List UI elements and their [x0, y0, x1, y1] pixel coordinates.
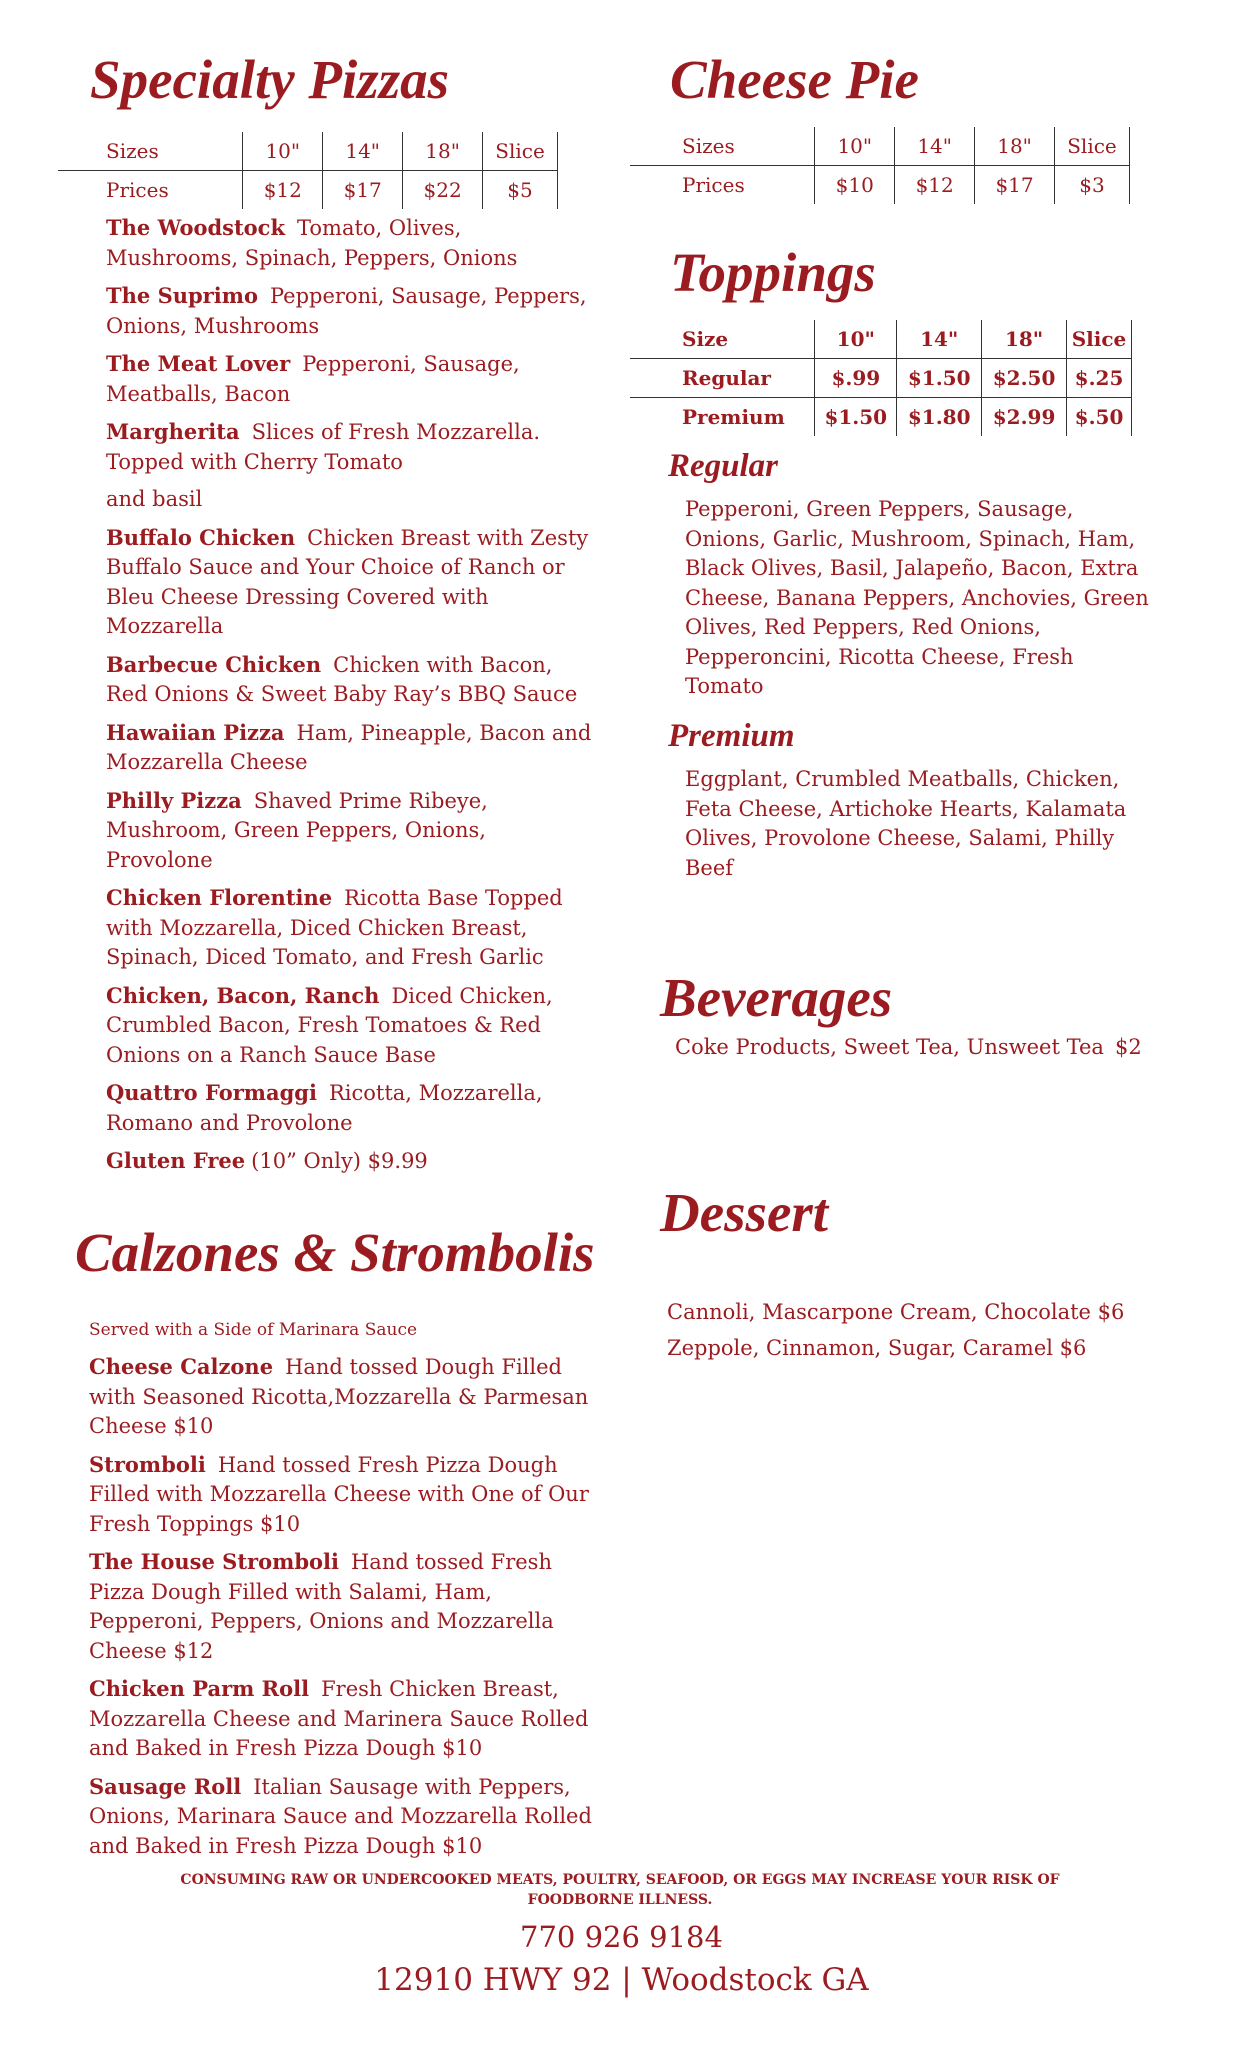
premium-price-slice: $.50 — [1067, 398, 1132, 437]
item-desc: Ham, Pineapple, Bacon and Mozzarella Cheese — [106, 720, 592, 774]
size-14: 14" — [897, 320, 982, 359]
menu-item — [106, 417, 596, 477]
item-name: Chicken Parm Roll — [89, 1676, 310, 1701]
price-18: $22 — [403, 171, 483, 210]
menu-item — [89, 1547, 599, 1666]
item-desc: Pepperoni, Sausage, Meatballs, Bacon — [106, 352, 520, 406]
health-warning: CONSUMING RAW OR UNDERCOOKED MEATS, POULTRY, SEAFOOD, OR EGGS MAY INCREASE YOUR RISK OF FOODBORNE ILLNESS. — [180, 1872, 1060, 1908]
menu-item-continued — [106, 485, 596, 515]
item-name: Buffalo Chicken — [106, 524, 296, 550]
item-desc: Shaved Prime Ribeye, Mushroom, Green Peppers, Onions, Provolone — [106, 788, 488, 872]
regular-toppings-list: Pepperoni, Green Peppers, Sausage, Onions, Garlic, Mushroom, Spinach, Ham, Black Olives, Basil, Jalapeño, Bacon, Extra Cheese, Banana Peppers, Anchovies, Green Olives, Red Peppers, Red Onions, Pepperoncini, Ricotta Cheese, Fresh Tomato — [685, 497, 1149, 698]
premium-price-10: $1.50 — [815, 398, 897, 437]
menu-item — [106, 213, 596, 273]
menu-item — [106, 523, 596, 642]
item-desc: Ricotta Base Topped with Mozzarella, Diced Chicken Breast, Spinach, Diced Tomato, and Fresh Garlic — [106, 886, 563, 969]
size-18: 18" — [975, 127, 1055, 166]
size-10: 10" — [815, 320, 897, 359]
item-desc: Italian Sausage with Peppers, Onions, Marinara Sauce and Mozzarella Rolled and Baked in Fresh Pizza Dough $10 — [89, 1774, 592, 1858]
premium-price-18: $2.99 — [982, 398, 1067, 437]
menu-item — [89, 1450, 599, 1540]
menu-item — [106, 883, 596, 973]
item-desc: Diced Chicken, Crumbled Bacon, Fresh Tomatoes & Red Onions on a Ranch Sauce Base — [106, 983, 553, 1067]
size-10: 10" — [243, 132, 323, 171]
specialty-price-table — [58, 132, 558, 209]
price-slice: $3 — [1055, 166, 1130, 205]
menu-item — [106, 718, 596, 778]
menu-item — [89, 1772, 599, 1862]
phone-number: 770 926 9184 — [520, 1920, 723, 1954]
beverages-title: Beverages — [660, 967, 893, 1028]
item-name: Sausage Roll — [89, 1773, 242, 1799]
item-desc: and basil — [106, 487, 203, 511]
item-name: Hawaiian Pizza — [106, 719, 285, 745]
item-name: Gluten Free — [106, 1148, 246, 1173]
calzones-note: Served with a Side of Marinara Sauce — [89, 1320, 418, 1340]
menu-item — [106, 281, 596, 341]
prices-label: Prices — [682, 173, 745, 197]
calzones-title: Calzones & Strombolis — [75, 1222, 595, 1283]
item-name: The Suprimo — [106, 283, 258, 308]
menu-item — [106, 650, 596, 710]
toppings-title: Toppings — [670, 242, 876, 303]
prices-label: Prices — [106, 178, 169, 202]
item-name: Philly Pizza — [106, 787, 242, 813]
premium-toppings-list: Eggplant, Crumbled Meatballs, Chicken, Feta Cheese, Artichoke Hearts, Kalamata Olives, Provolone Cheese, Salami, Philly Beef — [685, 767, 1127, 880]
item-name: The House Stromboli — [89, 1549, 339, 1574]
menu-item — [106, 786, 596, 876]
item-desc: Chicken with Bacon, Red Onions & Sweet Baby Ray’s BBQ Sauce — [106, 652, 578, 706]
premium-price-14: $1.80 — [897, 398, 982, 437]
menu-item — [89, 1674, 599, 1764]
size-slice: Slice — [1055, 127, 1130, 166]
menu-item — [106, 1078, 596, 1138]
menu-item — [106, 349, 596, 409]
price-14: $12 — [895, 166, 975, 205]
size-18: 18" — [403, 132, 483, 171]
item-name: Chicken Florentine — [106, 885, 333, 910]
cheese-pie-title: Cheese Pie — [670, 49, 919, 110]
menu-item — [89, 1352, 599, 1442]
regular-toppings-title: Regular — [668, 448, 779, 484]
size-slice: Slice — [483, 132, 558, 171]
price-10: $12 — [243, 171, 323, 210]
sizes-label: Sizes — [58, 132, 243, 171]
item-name: Cheese Calzone — [89, 1354, 274, 1379]
item-desc: Slices of Fresh Mozzarella. Topped with Cherry Tomato — [106, 420, 541, 474]
item-desc: Ricotta, Mozzarella, Romano and Provolone — [106, 1081, 543, 1135]
item-desc: Pepperoni, Sausage, Peppers, Onions, Mushrooms — [106, 284, 587, 338]
price-slice: $5 — [483, 171, 558, 210]
dessert-title: Dessert — [660, 1182, 829, 1243]
item-desc: Chicken Breast with Zesty Buffalo Sauce and Your Choice of Ranch or Bleu Cheese Dressing Covered with Mozzarella — [106, 525, 589, 638]
specialty-items-list — [106, 213, 596, 1185]
item-desc: Hand tossed Fresh Pizza Dough Filled with Salami, Ham, Pepperoni, Peppers, Onions and Mozzarella Cheese $12 — [89, 1550, 554, 1663]
price-18: $17 — [975, 166, 1055, 205]
calzones-items-list — [89, 1352, 599, 1869]
regular-price-14: $1.50 — [897, 359, 982, 398]
menu-item — [106, 981, 596, 1071]
size-18: 18" — [982, 320, 1067, 359]
regular-price-10: $.99 — [815, 359, 897, 398]
specialty-pizzas-title: Specialty Pizzas — [90, 49, 450, 110]
price-14: $17 — [323, 171, 403, 210]
menu-item — [106, 1146, 596, 1177]
address: 12910 HWY 92 | Woodstock GA — [374, 1962, 869, 1998]
regular-price-slice: $.25 — [1067, 359, 1132, 398]
premium-toppings-title: Premium — [668, 718, 795, 754]
item-name: The Woodstock — [106, 215, 286, 240]
item-name: The Meat Lover — [106, 351, 291, 376]
item-desc: Tomato, Olives, Mushrooms, Spinach, Peppers, Onions — [106, 216, 518, 270]
item-desc: (10” Only) $9.99 — [251, 1149, 428, 1173]
item-name: Margherita — [106, 419, 240, 444]
regular-row-label: Regular — [630, 359, 815, 398]
beverages-price: $2 — [1115, 1035, 1142, 1059]
item-desc: Hand tossed Dough Filled with Seasoned Ricotta,Mozzarella & Parmesan Cheese $10 — [89, 1355, 589, 1438]
dessert-item: Zeppole, Cinnamon, Sugar, Caramel $6 — [667, 1336, 1087, 1360]
toppings-price-table — [630, 320, 1132, 436]
premium-row-label: Premium — [682, 405, 785, 429]
cheese-pie-price-table — [630, 127, 1130, 204]
item-name: Stromboli — [89, 1451, 206, 1477]
item-desc: Fresh Chicken Breast, Mozzarella Cheese and Marinera Sauce Rolled and Baked in Fresh Pizza Dough $10 — [89, 1677, 589, 1760]
regular-price-18: $2.50 — [982, 359, 1067, 398]
size-10: 10" — [815, 127, 895, 166]
size-slice: Slice — [1067, 320, 1132, 359]
price-10: $10 — [815, 166, 895, 205]
size-label: Size — [630, 320, 815, 359]
size-14: 14" — [323, 132, 403, 171]
dessert-item: Cannoli, Mascarpone Cream, Chocolate $6 — [667, 1300, 1125, 1324]
item-desc: Hand tossed Fresh Pizza Dough Filled with Mozzarella Cheese with One of Our Fresh Toppings $10 — [89, 1452, 589, 1536]
item-name: Quattro Formaggi — [106, 1080, 317, 1105]
item-name: Barbecue Chicken — [106, 651, 322, 677]
sizes-label: Sizes — [630, 127, 815, 166]
item-name: Chicken, Bacon, Ranch — [106, 982, 380, 1008]
beverages-list: Coke Products, Sweet Tea, Unsweet Tea — [675, 1035, 1104, 1059]
size-14: 14" — [895, 127, 975, 166]
